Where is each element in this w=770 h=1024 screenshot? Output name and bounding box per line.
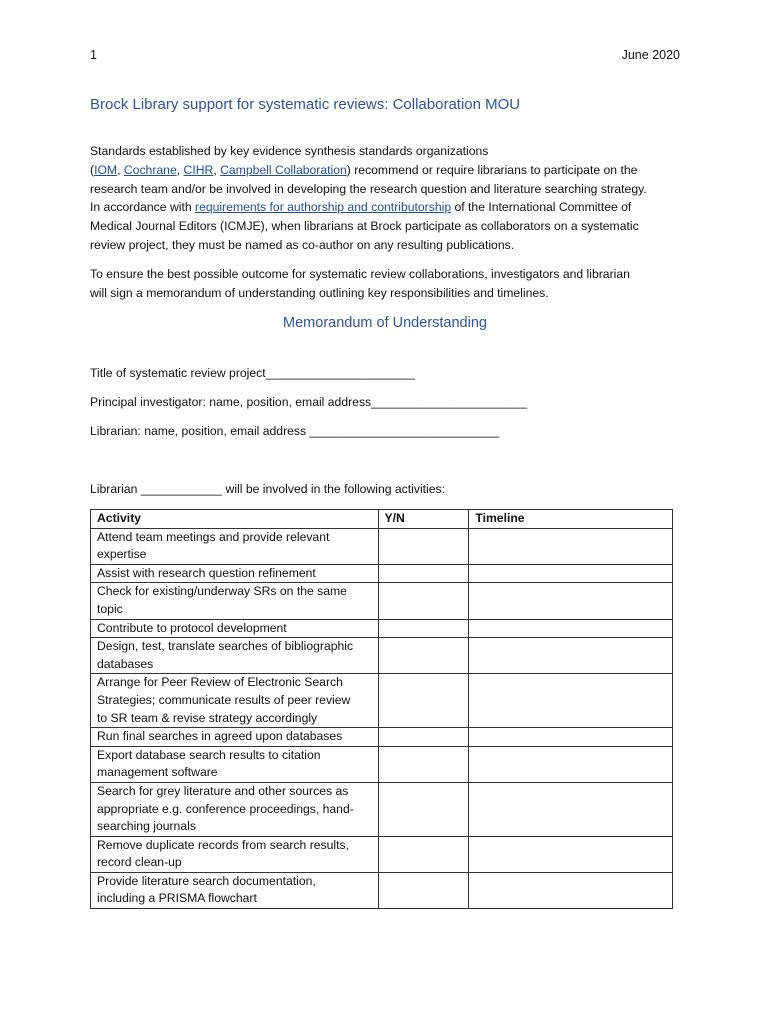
page-number: 1 <box>90 48 97 62</box>
activity-text-line: including a PRISMA flowchart <box>97 891 257 906</box>
table-row <box>91 638 673 674</box>
column-header-yn: Y/N <box>378 510 469 529</box>
timeline-cell[interactable] <box>469 746 673 782</box>
yn-cell[interactable] <box>378 564 469 583</box>
activity-text-line: Remove duplicate records from search results, <box>97 837 349 852</box>
timeline-cell[interactable] <box>469 674 673 728</box>
table-row <box>91 564 673 583</box>
activity-cell <box>91 728 379 747</box>
outcome-line: will sign a memorandum of understanding outlining key responsibilities and timelines. <box>90 285 549 300</box>
activity-cell <box>91 638 379 674</box>
table-row <box>91 782 673 836</box>
intro-line: Medical Journal Editors (ICMJE), when librarians at Brock participate as collaborators on a systematic <box>90 219 639 234</box>
librarian-field[interactable]: Librarian: name, position, email address ____________________________ <box>90 424 500 438</box>
yn-cell[interactable] <box>378 619 469 638</box>
activity-text-line: searching journals <box>97 819 196 834</box>
principal-investigator-field[interactable]: Principal investigator: name, position, email address_______________________ <box>90 395 528 409</box>
timeline-cell[interactable] <box>469 528 673 564</box>
timeline-cell[interactable] <box>469 728 673 747</box>
table-row <box>91 728 673 747</box>
cihr-link[interactable]: CIHR <box>183 162 214 177</box>
activity-cell <box>91 583 379 619</box>
activity-text-line: expertise <box>97 547 147 562</box>
timeline-cell[interactable] <box>469 564 673 583</box>
table-row <box>91 746 673 782</box>
table-row <box>91 872 673 908</box>
campbell-collaboration-link[interactable]: Campbell Collaboration <box>220 162 347 177</box>
activity-text-line: Strategies; communicate results of peer review <box>97 692 351 707</box>
yn-cell[interactable] <box>378 782 469 836</box>
yn-cell[interactable] <box>378 872 469 908</box>
activity-text-line: Attend team meetings and provide relevant <box>97 529 330 544</box>
activity-text-line: Contribute to protocol development <box>97 620 287 635</box>
activity-cell <box>91 872 379 908</box>
activity-text-line: Check for existing/underway SRs on the same <box>97 584 347 599</box>
activity-text-line: Provide literature search documentation, <box>97 873 316 888</box>
activity-text-line: record clean-up <box>97 855 182 870</box>
yn-cell[interactable] <box>378 836 469 872</box>
activity-text-line: to SR team & revise strategy accordingly <box>97 710 318 725</box>
yn-cell[interactable] <box>378 583 469 619</box>
timeline-cell[interactable] <box>469 583 673 619</box>
outcome-line: To ensure the best possible outcome for systematic review collaborations, investigators and librarian <box>90 267 630 281</box>
document-date: June 2020 <box>621 48 680 62</box>
timeline-cell[interactable] <box>469 619 673 638</box>
authorship-requirements-link[interactable]: requirements for authorship and contributorship <box>195 200 452 215</box>
activity-cell <box>91 782 379 836</box>
table-row <box>91 836 673 872</box>
intro-line: Standards established by key evidence synthesis standards organizations <box>90 144 489 158</box>
activity-text-line: management software <box>97 765 218 780</box>
intro-line: In accordance with requirements for authorship and contributorship of the International Committee of <box>90 200 632 215</box>
intro-line: research team and/or be involved in developing the research question and literature searching strategy. <box>90 181 647 196</box>
activity-cell <box>91 746 379 782</box>
activities-table-body <box>91 528 673 908</box>
yn-cell[interactable] <box>378 674 469 728</box>
yn-cell[interactable] <box>378 746 469 782</box>
yn-cell[interactable] <box>378 638 469 674</box>
activities-table <box>90 509 673 909</box>
activity-text-line: databases <box>97 656 154 671</box>
activity-text-line: Export database search results to citation <box>97 747 321 762</box>
activity-cell <box>91 836 379 872</box>
activity-text-line: Run final searches in agreed upon databases <box>97 729 343 744</box>
table-row <box>91 619 673 638</box>
project-title-field[interactable]: Title of systematic review project______________________ <box>90 366 415 380</box>
activity-cell <box>91 564 379 583</box>
timeline-cell[interactable] <box>469 872 673 908</box>
timeline-cell[interactable] <box>469 638 673 674</box>
activity-text-line: Arrange for Peer Review of Electronic Search <box>97 675 343 690</box>
activity-text-line: Search for grey literature and other sources as <box>97 783 349 798</box>
intro-paragraph <box>90 142 690 255</box>
timeline-cell[interactable] <box>469 782 673 836</box>
activity-text-line: Design, test, translate searches of bibliographic <box>97 639 354 654</box>
activity-cell <box>91 619 379 638</box>
yn-cell[interactable] <box>378 728 469 747</box>
mou-heading: Memorandum of Understanding <box>283 315 487 331</box>
document-title: Brock Library support for systematic reviews: Collaboration MOU <box>90 96 521 113</box>
activities-intro: Librarian ____________ will be involved in the following activities: <box>90 482 446 496</box>
iom-link[interactable]: IOM <box>94 162 118 177</box>
activity-cell <box>91 674 379 728</box>
activity-text-line: Assist with research question refinement <box>97 565 316 580</box>
intro-line: (IOM, Cochrane, CIHR, Campbell Collaboration) recommend or require librarians to participate on the <box>90 162 638 177</box>
intro-line: review project, they must be named as co-author on any resulting publications. <box>90 237 515 252</box>
outcome-paragraph <box>90 265 690 303</box>
yn-cell[interactable] <box>378 528 469 564</box>
activity-text-line: topic <box>97 601 123 616</box>
table-header-row <box>91 510 673 529</box>
activity-text-line: appropriate e.g. conference proceedings, hand- <box>97 801 354 816</box>
column-header-activity: Activity <box>91 510 379 529</box>
cochrane-link[interactable]: Cochrane <box>123 162 177 177</box>
column-header-timeline: Timeline <box>469 510 673 529</box>
table-row <box>91 528 673 564</box>
activity-cell <box>91 528 379 564</box>
timeline-cell[interactable] <box>469 836 673 872</box>
table-row <box>91 583 673 619</box>
table-row <box>91 674 673 728</box>
